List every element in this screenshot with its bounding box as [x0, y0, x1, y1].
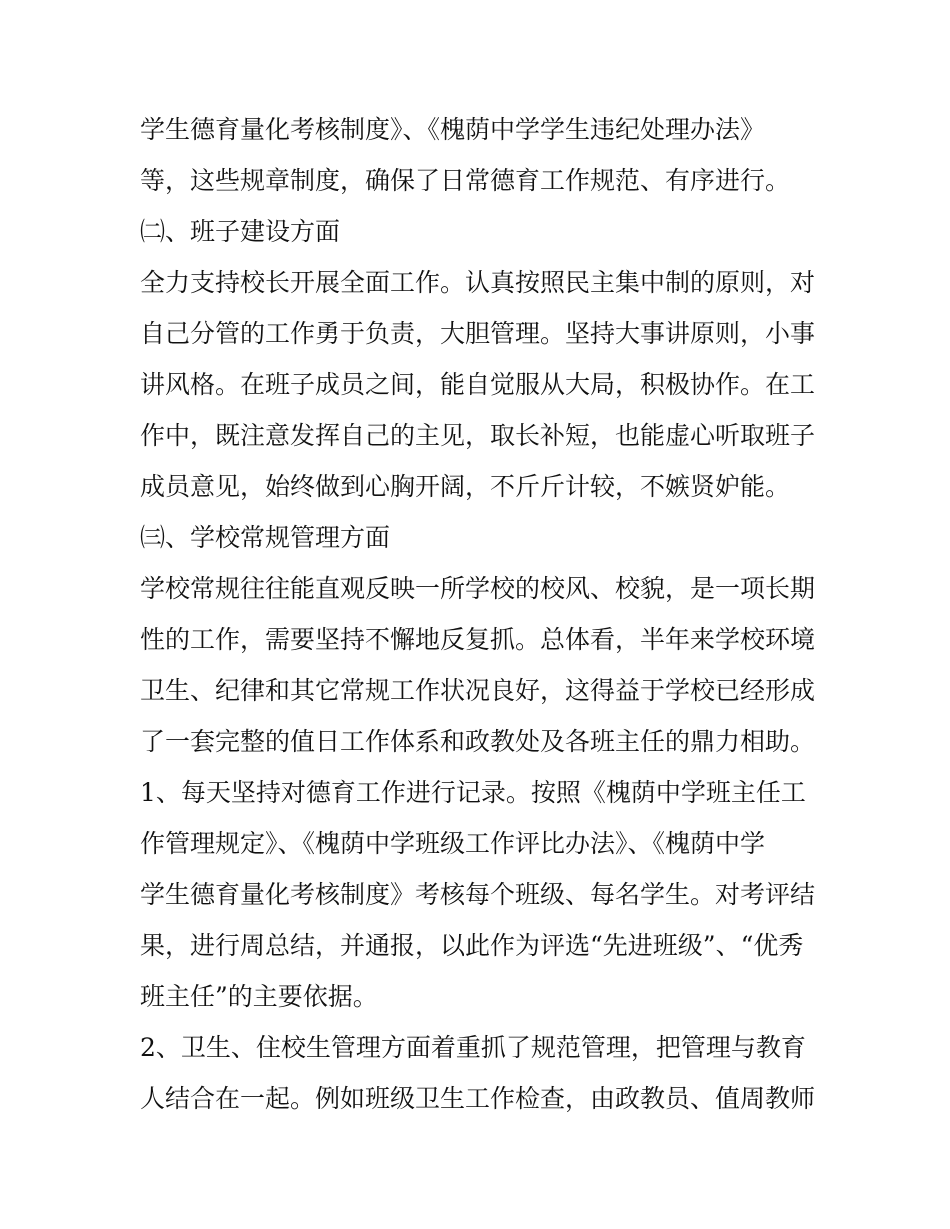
- list-item-line: 1、每天坚持对德育工作进行记录。按照《槐荫中学班主任工: [140, 778, 806, 807]
- text-line: 作管理规定》、《槐荫中学班级工作评比办法》、《槐荫中学: [140, 829, 766, 858]
- text-line: 人结合在一起。例如班级卫生工作检查，由政教员、值周教师: [140, 1084, 816, 1113]
- text-line: 学校常规往往能直观反映一所学校的校风、校貌，是一项长期: [140, 574, 816, 603]
- text-line: 自己分管的工作勇于负责，大胆管理。坚持大事讲原则，小事: [140, 319, 816, 348]
- text-line: 全力支持校长开展全面工作。认真按照民主集中制的原则，对: [140, 268, 816, 297]
- section-heading: ㈢、学校常规管理方面: [140, 523, 391, 552]
- text-line: 等，这些规章制度，确保了日常德育工作规范、有序进行。: [140, 166, 791, 195]
- text-line: 卫生、纪律和其它常规工作状况良好，这得益于学校已经形成: [140, 676, 816, 705]
- list-item-line: 2、卫生、住校生管理方面着重抓了规范管理，把管理与教育: [140, 1033, 806, 1062]
- text-line: 作中，既注意发挥自己的主见，取长补短，也能虚心听取班子: [140, 421, 816, 450]
- text-line: 成员意见，始终做到心胸开阔，不斤斤计较，不嫉贤妒能。: [140, 472, 791, 501]
- text-line: 果，进行周总结，并通报，以此作为评选“先进班级”、“优秀: [140, 931, 804, 960]
- text-line: 班主任”的主要依据。: [140, 982, 378, 1011]
- text-line: 讲风格。在班子成员之间，能自觉服从大局，积极协作。在工: [140, 370, 816, 399]
- text-line: 学生德育量化考核制度》考核每个班级、每名学生。对考评结: [140, 880, 816, 909]
- text-line: 了一套完整的值日工作体系和政教处及各班主任的鼎力相助。: [140, 727, 816, 756]
- text-line: 学生德育量化考核制度》、《槐荫中学学生违纪处理办法》: [140, 115, 766, 144]
- text-line: 性的工作，需要坚持不懈地反复抓。总体看，半年来学校环境: [140, 625, 816, 654]
- document-body: [140, 104, 820, 1124]
- section-heading: ㈡、班子建设方面: [140, 217, 341, 246]
